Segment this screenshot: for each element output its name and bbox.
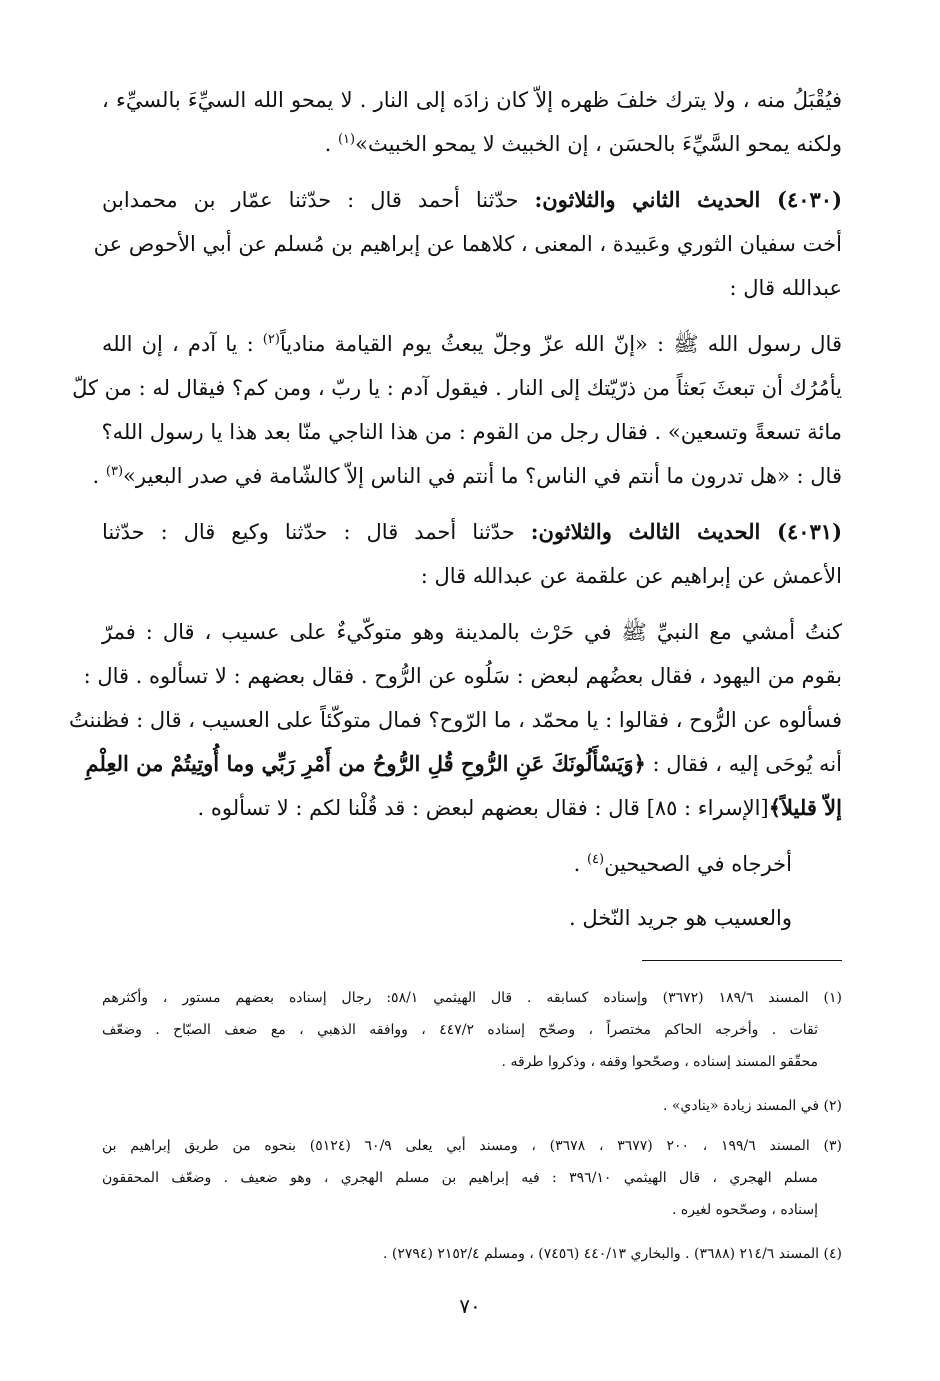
- text-line: أخرجاه في الصحيحين$^{(٤)}$ .: [573, 852, 792, 876]
- text-line: مائة تسعةً وتسعين» . فقال رجل من القوم : من هذا الناجي منّا بعد هذا يا رسول الله؟: [101, 420, 842, 444]
- hadith-title: (٤٠٣١) الحديث الثالث والثلاثون:: [530, 519, 842, 544]
- footnote-1-cont: محقّقو المسند إسناده ، وصحّحوا وقفه ، وذكروا طرقه .: [501, 1054, 818, 1070]
- footnote-4: (٤) المسند ٢١٤/٦ (٣٦٨٨) . والبخاري ٤٤٠/١٣ (٧٤٥٦) ، ومسلم ٢١٥٢/٤ (٢٧٩٤) .: [383, 1246, 842, 1262]
- footnote-1: (١) المسند ١٨٩/٦ (٣٦٧٢) وإسناده كسابقه . قال الهيثمي ٥٨/١: رجال إسناده بعضهم مستور ، وأكثرهم: [102, 990, 842, 1006]
- text-line: ولكنه يمحو السَّيِّءَ بالحسَن ، إن الخبيث لا يمحو الخبيث»$^{(١)}$ .: [324, 132, 842, 156]
- text-line: كنتُ أمشي مع النبيِّ ﷺ في حَرْث بالمدينة وهو متوكّيءٌ على عسيب ، قال : فمرّ: [102, 620, 842, 644]
- text-line: فسألوه عن الرُّوح ، فقالوا : يا محمّد ، ما الرّوح؟ فمال متوكّئاً على العسيب ، قال : فظننتُ: [68, 708, 842, 732]
- text-line: أنه يُوحَى إليه ، فقال : ﴿وَيَسْأَلُونَكَ عَنِ الرُّوحِ قُلِ الرُّوحُ من أَمْرِ رَبِّي وما أُوتِيتُمْ من العِلْمِ: [85, 751, 842, 776]
- footnote-3-cont: مسلم الهجري ، قال الهيثمي ٣٩٦/١٠ : فيه إبراهيم بن مسلم الهجري ، وهو ضعيف . وضعّف المحققون: [102, 1170, 818, 1186]
- quran-verse: إلاّ قليلاً﴾: [768, 795, 842, 820]
- footnote-1-cont: ثقات . وأخرجه الحاكم مختصراً ، وصحّح إسناده ٤٤٧/٢ ، ووافقه الذهبي ، مع ضعف الصبّاح . وضعّف: [102, 1022, 818, 1038]
- hadith-heading-4031: (٤٠٣١) الحديث الثالث والثلاثون: حدّثنا أحمد قال : حدّثنا وكيع قال : حدّثنا: [102, 519, 842, 544]
- footnote-3: (٣) المسند ١٩٩/٦ ، ٢٠٠ (٣٦٧٧ ، ٣٦٧٨) ، ومسند أبي يعلى ٦٠/٩ (٥١٢٤) بنحوه من طريق إبراهيم بن: [102, 1138, 842, 1154]
- footnote-ref[interactable]: (٤): [586, 852, 605, 867]
- text-line: أخت سفيان الثوري وعَبيدة ، المعنى ، كلاهما عن إبراهيم بن مُسلم عن أبي الأحوص عن: [93, 232, 842, 256]
- text-line: عبدالله قال :: [729, 276, 842, 300]
- text-line: والعسيب هو جريد النّخل .: [569, 906, 792, 930]
- page-number: ٧٠: [459, 1294, 481, 1318]
- hadith-title: (٤٠٣٠) الحديث الثاني والثلاثون:: [534, 187, 843, 212]
- text-line: الأعمش عن إبراهيم عن علقمة عن عبدالله قال :: [420, 564, 842, 588]
- text-line: يأمُرُك أن تبعثَ بَعثاً من ذرّيّتك إلى النار . فيقول آدم : يا ربّ ، ومن كم؟ فيقال له : من كلّ: [72, 376, 842, 400]
- footnote-ref[interactable]: (٣): [105, 464, 124, 479]
- footnote-3-cont: إسناده ، وصحّحوه لغيره .: [671, 1202, 818, 1218]
- quran-verse: ﴿وَيَسْأَلُونَكَ عَنِ الرُّوحِ قُلِ الرُّوحُ من أَمْرِ رَبِّي وما أُوتِيتُمْ من العِلْمِ: [85, 751, 646, 776]
- footnote-2: (٢) في المسند زيادة «ينادي» .: [662, 1098, 842, 1114]
- text-line: قال : «هل تدرون ما أنتم في الناس؟ ما أنتم في الناس إلاّ كالشّامة في صدر البعير»$^{(٣)}$ .: [92, 464, 842, 488]
- text-line: فيُقْبَلُ منه ، ولا يترك خلفَ ظهره إلاّ كان زادَه إلى النار . لا يمحو الله السيِّءَ بالسيِّء ،: [102, 88, 842, 112]
- footnote-separator: [642, 960, 842, 961]
- hadith-heading-4030: (٤٠٣٠) الحديث الثاني والثلاثون: حدّثنا أحمد قال : حدّثنا عمّار بن محمدابن: [102, 187, 843, 212]
- footnote-ref[interactable]: (٢): [262, 332, 280, 347]
- text-line: قال رسول الله ﷺ : «إنّ الله عزّ وجلّ يبعثُ يوم القيامة منادياً$^{(٢)}$ : يا آدم ، إن الله: [102, 332, 842, 356]
- footnote-ref[interactable]: (١): [337, 132, 356, 147]
- text-line: بقوم من اليهود ، فقال بعضُهم لبعض : سَلُوه عن الرُّوح . فقال بعضهم : لا تسألوه . قال :: [83, 664, 842, 688]
- text-line: إلاّ قليلاً﴾[الإسراء : ٨٥] قال : فقال بعضهم لبعض : قد قُلْنا لكم : لا تسألوه .: [197, 795, 842, 820]
